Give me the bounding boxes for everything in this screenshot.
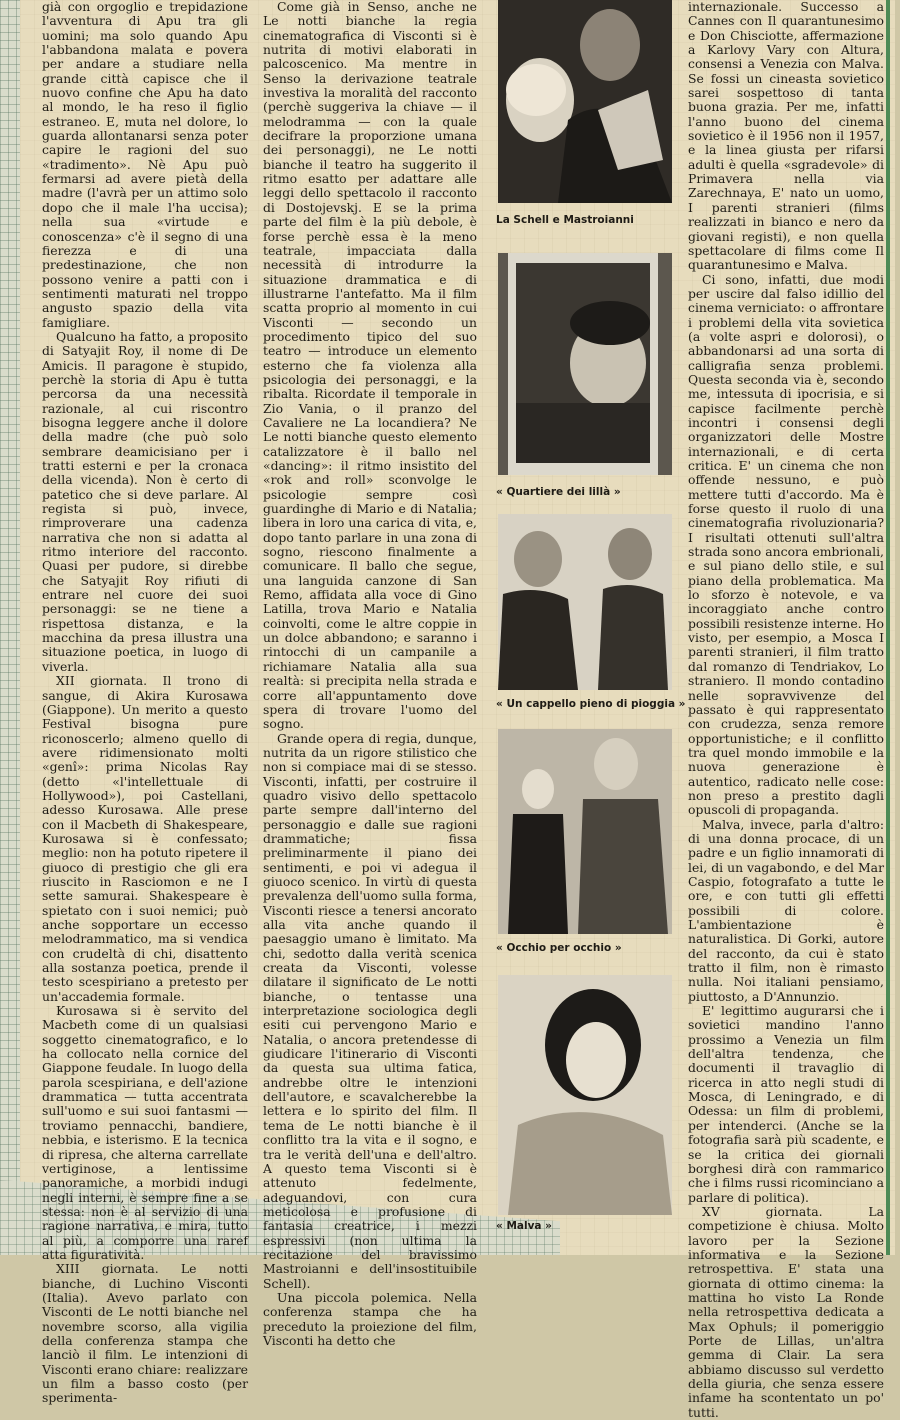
photo-quartiere-dei-lilla (498, 253, 672, 475)
paragraph: Una piccola polemica. Nella conferenza stampa che ha preceduto la proiezione del film, Visconti ha detto che (263, 1289, 477, 1348)
photo-schell-mastroianni (498, 0, 672, 203)
paragraph: Come già in Senso, anche ne Le notti bianche la regia cinematografica di Visconti si è nutrita di motivi elaborati in palcoscenico. Ma mentre in Senso la derivazione teatrale investiva la moralità del racconto (perchè suggeriva la chiave — il melodramma — con la quale decifrare la proporzione umana dei personaggi), ne Le notti bianche il teatro ha suggerito il ritmo esatto per adattare alle leggi dello spettacolo il racconto di Dostojevskj. E se la prima parte del film è la più debole, è forse perchè essa è la meno teatrale, impacciata dalla necessità di introdurre la situazione drammatica e di illustrarne l'antefatto. Ma il film scatta proprio al momento in cui Visconti — secondo un procedimento tipico del suo teatro — introduce un elemento esterno che fa violenza alla psicologia dei personaggi, e la ribalta. Ricordate il temporale in Zio Vania, o il pranzo del Cavaliere ne La locandiera? Ne Le notti bianche questo elemento catalizzatore è il ballo nel «dancing»: il ritmo insistito del «rok and roll» sconvolge le psicologie sempre così guardinghe di Mario e di Natalia; libera in loro una carica di vita, e, dopo tanto parlare in una zona di sogno, riescono finalmente a comunicare. Il ballo che segue, una languida canzone di San Remo, affidata alla voce di Gino Latilla, trova Mario e Natalia coinvolti, come le altre coppie in un dolce abbandono; e saranno i rintocchi di un campanile a richiamare Natalia alla sua realtà: si precipita nella strada e corre all'appuntamento dove spera di trovare l'uomo del sogno. (263, 0, 477, 732)
paragraph: E' legittimo augurarsi che i sovietici mandino l'anno prossimo a Venezia un film dell'altra tendenza, che documenti il travaglio di ricerca in atto negli studi di Mosca, di Leningrado, e di Odessa: un film di problemi, per intenderci. (Anche se la fotografia sarà più scadente, e se la critica dei giornali borghesi dirà con rammarico che i films russi ricominciano a parlare di politica). (688, 1003, 884, 1205)
article-column-2 (263, 0, 477, 1348)
paragraph: internazionale. Successo a Cannes con Il quarantunesimo e Don Chisciotte, affermazione a Karlovy Vary con Altura, consensi a Venezia con Malva. Se fossi un cineasta sovietico sarei sospettoso di tanta buona grazia. Per me, infatti l'anno buono del cinema sovietico è il 1956 non il 1957, e la linea giusta per rifarsi adulti è quella «sgradevole» di Primavera nella via Zarechnaya, E' nato un uomo, I parenti stranieri (films realizzati in bianco e nero da giovani registi), e non quella spettacolare di films come Il quarantunesimo e Malva. (688, 0, 884, 273)
photo-malva (498, 975, 672, 1215)
paragraph: Qualcuno ha fatto, a proposito di Satyajit Roy, il nome di De Amicis. Il paragone è stupido, perchè la storia di Apu è tutta percorsa da una necessità razionale, al cui riscontro bisogna leggere anche il dolore della madre (che può solo sembrare deamicisiano per i tratti esterni e per la cronaca della vicenda). Non è certo di patetico che si deve parlare. Al regista si può, invece, rimproverare una cadenza narrativa che non si adatta al ritmo interiore del racconto. Quasi per pudore, si direbbe che Satyajit Roy rifiuti di entrare nel cuore dei suoi personaggi: se ne tiene a rispettosa distanza, e la macchina da presa illustra una situazione poetica, in luogo di viverla. (42, 328, 248, 674)
caption-photo3: « Un cappello pieno di pioggia » (496, 698, 686, 710)
article-column-1 (42, 0, 248, 1406)
caption-photo1: La Schell e Mastroianni (496, 214, 634, 226)
article-column-4 (688, 0, 884, 1420)
green-margin-line (886, 0, 890, 1255)
paragraph: XIII giornata. Le notti bianche, di Luchino Visconti (Italia). Avevo parlato con Visconti de Le notti bianche nel novembre scorso, alla vigilia della conferenza stampa che lanciò il film. Le intenzioni di Visconti erano chiare: realizzare un film a basso costo (per sperimenta- (42, 1261, 248, 1406)
paragraph: Malva, invece, parla d'altro: di una donna procace, di un padre e un figlio innamorati di lei, di un vagabondo, e del Mar Caspio, fotografato a tutte le ore, e con tutti gli effetti possibili di colore. L'ambientazione è naturalistica. Di Gorki, autore del racconto, da cui è stato tratto il film, non è rimasto nulla. Noi italiani pensiamo, piuttosto, a D'Annunzio. (688, 816, 884, 1004)
caption-photo2: « Quartiere dei lillà » (496, 486, 621, 498)
paragraph: Ci sono, infatti, due modi per uscire dal falso idillio del cinema verniciato: o affrontare i problemi della vita sovietica (a volte aspri e dolorosi), o abbandonarsi ad una sorta di calligrafia senza problemi. Questa seconda via è, secondo me, intessuta di ipocrisia, e si capisce facilmente perchè incontri i consensi degli organizzatori delle Mostre internazionali, e di certa critica. E' un cinema che non offende nessuno, e può mettere tutti d'accordo. Ma è forse questo il ruolo di una cinematografia rivoluzionaria? I risultati ottenuti sull'altra strada sono ancora embrionali, e sul piano dello stile, e sul piano della problematica. Ma lo sforzo è notevole, e va incoraggiato anche contro possibili resistenze interne. Ho visto, per esempio, a Mosca I parenti stranieri, il film tratto dal romanzo di Tendriakov, Lo straniero. Il mondo contadino nelle sopravvivenze del passato è qui rappresentato con crudezza, senza remore opportunistiche; e il conflitto tra quel mondo immobile e la nuova generazione è autentico, radicato nelle cose: non preso a prestito dagli opuscoli di propaganda. (688, 271, 884, 818)
caption-photo5: « Malva » (496, 1220, 552, 1232)
paragraph: già con orgoglio e trepidazione l'avventura di Apu tra gli uomini; ma solo quando Apu l'abbandona malata e povera per andare a studiare nella grande città capisce che il nuovo confine che Apu ha dato al mondo, le ha reso il figlio estraneo. E, muta nel dolore, lo guarda allontanarsi senza poter capire le ragioni del suo «tradimento». Nè Apu può fermarsi ad avere pietà della madre (l'avrà per un attimo solo dopo che il male l'ha uccisa); nella sua «virtude e conoscenza» c'è il segno di una fierezza e di una predestinazione, che non possono venire a patti con i sentimenti maturati nel troppo angusto spazio della vita famigliare. (42, 0, 248, 330)
paragraph: XII giornata. Il trono di sangue, di Akira Kurosawa (Giappone). Un merito a questo Festival bisogna pure riconoscerlo; almeno quello di avere ridimensionato molti «genî»: prima Nicolas Ray (detto «l'intellettuale di Hollywood»), poi Castellani, adesso Kurosawa. Alle prese con il Macbeth di Shakespeare, Kurosawa si è confessato; meglio: non ha potuto ripetere il giuoco di prestigio che gli era riuscito in Rasciomon e ne I sette samurai. Shakespeare è spietato con i suoi nemici; può anche sopportare un eccesso melodrammatico, ma si vendica con crudeltà di chi, disattento alla sostanza poetica, prende il testo scespiriano a pretesto per un'accademia formale. (42, 673, 248, 1004)
paragraph: XV giornata. La competizione è chiusa. Molto lavoro per la Sezione informativa e la Sezione retrospettiva. E' stata una giornata di ottimo cinema: la mattina ho visto La Ronde nella retrospettiva dedicata a Max Ophuls; il pomeriggio Porte de Lillas, un'altra gemma di Clair. La sera abbiamo discusso sul verdetto della giuria, che senza essere infame ha scontentato un po' tutti. (688, 1203, 884, 1420)
graph-paper-edge (0, 0, 20, 1255)
paragraph: Kurosawa si è servito del Macbeth come di un qualsiasi soggetto cinematografico, e lo ha collocato nella cornice del Giappone feudale. In luogo della parola scespiriana, e dell'azione drammatica — tutta accentrata sull'uomo e sui suoi fantasmi — troviamo pennacchi, bandiere, nebbia, e isterismo. E la tecnica di ripresa, che alterna carrellate vertiginose, a lentissime panoramiche, a morbidi indugi negli interni, è sempre fine a se stessa: non è al servizio di una ragione narrativa, e mira, tutto al più, a comporre una raref atta figuratività. (42, 1003, 248, 1262)
caption-photo4: « Occhio per occhio » (496, 942, 622, 954)
photo-occhio-per-occhio (498, 729, 672, 934)
photo-un-cappello-pieno-di-pioggia (498, 514, 672, 690)
paragraph: Grande opera di regia, dunque, nutrita da un rigore stilistico che non si compiace mai di se stesso. Visconti, infatti, per costruire il quadro visivo dello spettacolo parte sempre dall'interno del personaggio e dalle sue ragioni drammatiche; fissa preliminarmente il piano dei sentimenti, e poi vi adegua il giuoco scenico. In virtù di questa prevalenza dell'uomo sulla forma, Visconti riesce a tenersi ancorato alla vita anche quando il paesaggio umano è limitato. Ma chi, sedotto dalla verità scenica creata da Visconti, volesse dilatare il significato de Le notti bianche, o tentasse una interpretazione sociologica degli esiti cui pervengono Mario e Natalia, o ancora pretendesse di giudicare l'itinerario di Visconti da questa sua ultima fatica, andrebbe oltre le intenzioni dell'autore, e scavalcherebbe la lettera e lo spirito del film. Il tema de Le notti bianche è il conflitto tra la vita e il sogno, e tra le verità dell'una e dell'altro. A questo tema Visconti si è attenuto fedelmente, adeguandovi, con cura meticolosa e profusione di fantasia creatrice, i mezzi espressivi (non ultima la recitazione del bravissimo Mastroianni e dell'insostituibile Schell). (263, 730, 477, 1291)
